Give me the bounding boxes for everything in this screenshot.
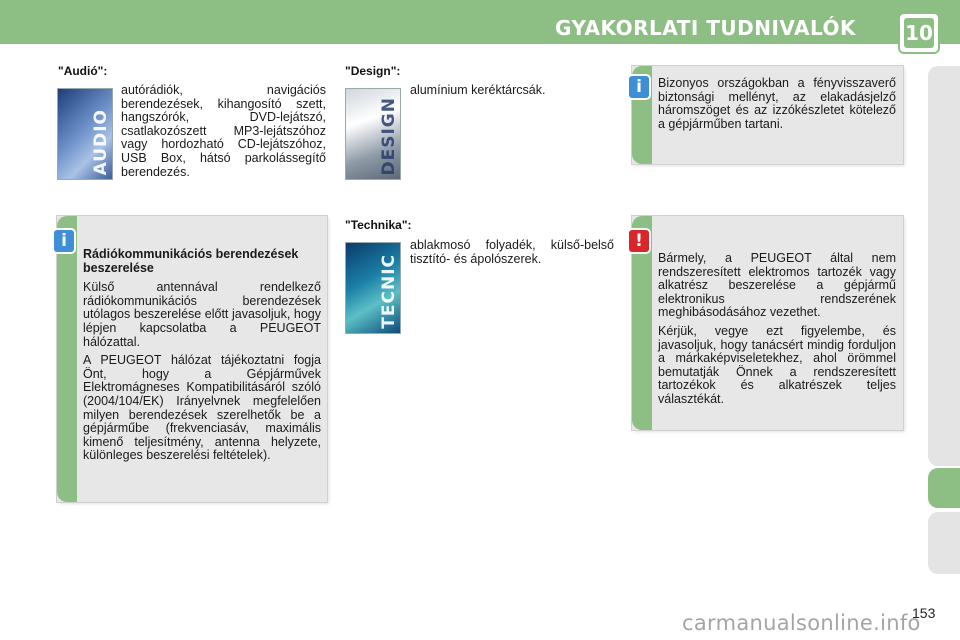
info-box-radio-paragraph-1: Külső antennával rendelkező rádiókommunikációs berendezések utólagos beszerelése előtt javasoljuk, hogy lépjen kapcsolatba a PEUGEOT hálózattal.	[83, 280, 321, 349]
warning-box	[632, 216, 903, 430]
page-title: GYAKORLATI TUDNIVALÓK	[555, 16, 857, 40]
design-title: "Design":	[345, 64, 401, 78]
audio-text: autórádiók, navigációs berendezések, kihangosító szett, hangszórók, DVD-lejátszó, csatlakozószett MP3-lejátszóhoz vagy hordozható CD-lejátszóhoz, USB Box, hátsó parkolássegítő berendezés.	[121, 83, 326, 179]
audio-title: "Audió":	[58, 64, 108, 78]
technika-title: "Technika":	[345, 218, 412, 232]
chapter-number: 10	[904, 18, 934, 48]
info-box-radio-stripe	[57, 216, 77, 502]
chapter-badge	[900, 14, 938, 52]
design-thumbnail	[345, 88, 401, 180]
info-box-radio-paragraph-2: A PEUGEOT hálózat tájékoztatni fogja Önt, hogy a Gépjárművek Elektromágneses Kompatibilitásáról szóló (2004/104/EK) Irányelvnek megfelelően milyen berendezések szerelhetők be a gépjárműbe (frekvenciasáv, maximális kimenő teljesítmény, antenna helyzete, különleges beszerelési feltételek).	[83, 353, 321, 463]
info-box-safety-content	[658, 77, 896, 136]
page-number: 153	[912, 605, 936, 621]
info-box-radio	[57, 216, 327, 502]
info-box-safety-text: Bizonyos országokban a fényvisszaverő biztonsági mellényt, az elakadásjelző háromszöget és az izzókészletet kötelező a gépjárműben tartani.	[658, 76, 896, 131]
info-icon: i	[54, 230, 74, 252]
technika-text: ablakmosó folyadék, külső-belső tisztító- és ápolószerek.	[410, 238, 614, 266]
warning-box-content	[658, 252, 896, 412]
info-box-radio-heading: Rádiókommunikációs berendezések beszerelése	[83, 247, 299, 275]
audio-thumbnail-label: AUDIO	[91, 108, 111, 175]
design-text: alumínium keréktárcsák.	[410, 83, 546, 97]
technika-thumbnail-label: TECNIC	[379, 254, 399, 329]
technika-thumbnail	[345, 242, 401, 334]
watermark: carmanualsonline.info	[682, 611, 921, 635]
side-tab-upper	[928, 66, 960, 466]
warning-icon: !	[629, 230, 649, 252]
audio-thumbnail	[57, 88, 113, 180]
info-icon: i	[629, 76, 649, 98]
side-tab-lower	[928, 512, 960, 574]
warning-box-paragraph-2: Kérjük, vegye ezt figyelembe, és javasoljuk, hogy tanácsért mindig forduljon a márkaképviseletekhez, ahol örömmel bemutatják Önnek a rendszeresített tartozékok és alkatrészek teljes választékát.	[658, 323, 896, 406]
info-box-safety	[632, 66, 903, 164]
side-tab-active	[928, 468, 960, 508]
design-thumbnail-label: DESIGN	[379, 96, 399, 175]
warning-box-paragraph-1: Bármely, a PEUGEOT által nem rendszeresített elektromos tartozék vagy alkatrész beszerelése a gépjármű elektronikus rendszerének meghibásodásához vezethet.	[658, 251, 896, 320]
info-box-radio-content	[83, 248, 321, 468]
